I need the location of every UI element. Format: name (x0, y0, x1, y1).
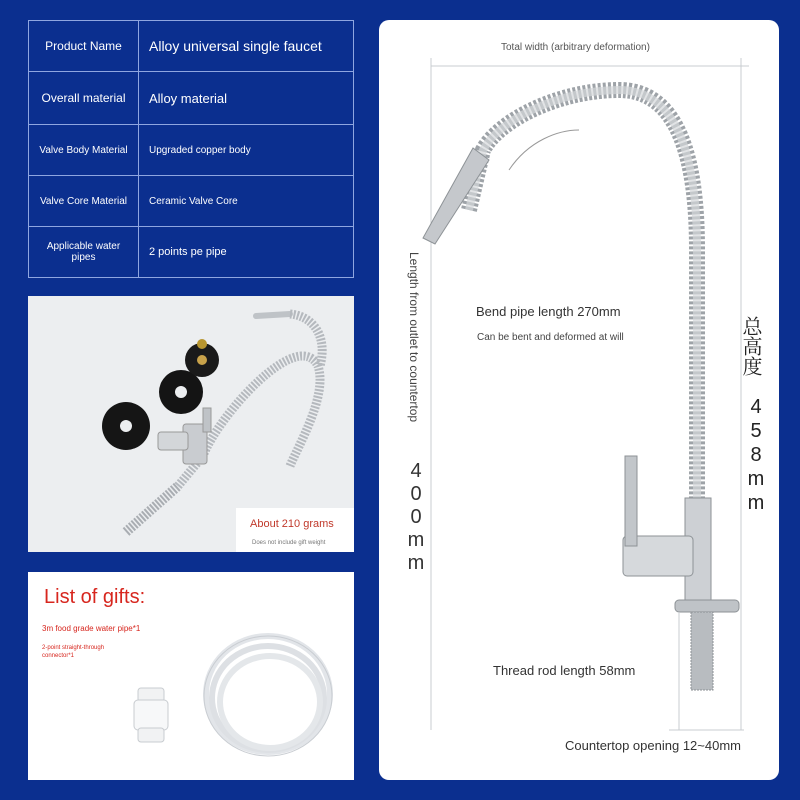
spec-value: Ceramic Valve Core (149, 195, 238, 207)
weight-title: About 210 grams (250, 518, 334, 530)
total-width-label: Total width (arbitrary deformation) (501, 42, 650, 53)
gifts-image (128, 626, 354, 780)
spec-value: Alloy material (149, 90, 228, 106)
bend-pipe-label: Bend pipe length 270mm (476, 304, 621, 319)
spec-value: Upgraded copper body (149, 144, 251, 156)
spec-label: Valve Body Material (29, 125, 139, 175)
spec-label: Product Name (29, 21, 139, 71)
outlet-value: 400mm (405, 460, 427, 575)
thread-rod-label: Thread rod length 58mm (493, 663, 636, 678)
spec-value: 2 points pe pipe (149, 246, 227, 258)
total-height-value: 458mm (745, 396, 767, 516)
countertop-opening-label: Countertop opening 12~40mm (565, 738, 741, 753)
dimensions-panel (379, 20, 779, 780)
spec-label: Valve Core Material (29, 176, 139, 226)
spec-row-valve-body (28, 125, 354, 176)
bend-note-label: Can be bent and deformed at will (477, 332, 624, 343)
spec-label: Applicable water pipes (29, 227, 139, 277)
spec-table (28, 20, 354, 278)
spec-row-overall-material (28, 72, 354, 125)
gifts-title: List of gifts: (44, 586, 146, 608)
spec-label: Overall material (29, 72, 139, 124)
spec-value: Alloy universal single faucet (149, 38, 322, 54)
weight-info-box (236, 508, 354, 552)
outlet-label: Length from outlet to countertop (407, 252, 421, 423)
gifts-panel (28, 572, 354, 780)
gift-item-pipe: 3m food grade water pipe*1 (42, 624, 141, 633)
gift-item-connector: 2-point straight-through connector*1 (42, 645, 105, 659)
spec-row-valve-core (28, 176, 354, 227)
spec-row-product-name (28, 20, 354, 72)
total-height-label: 总高度 (739, 316, 761, 376)
spec-row-water-pipes (28, 227, 354, 278)
weight-note: Does not include gift weight (252, 540, 326, 546)
